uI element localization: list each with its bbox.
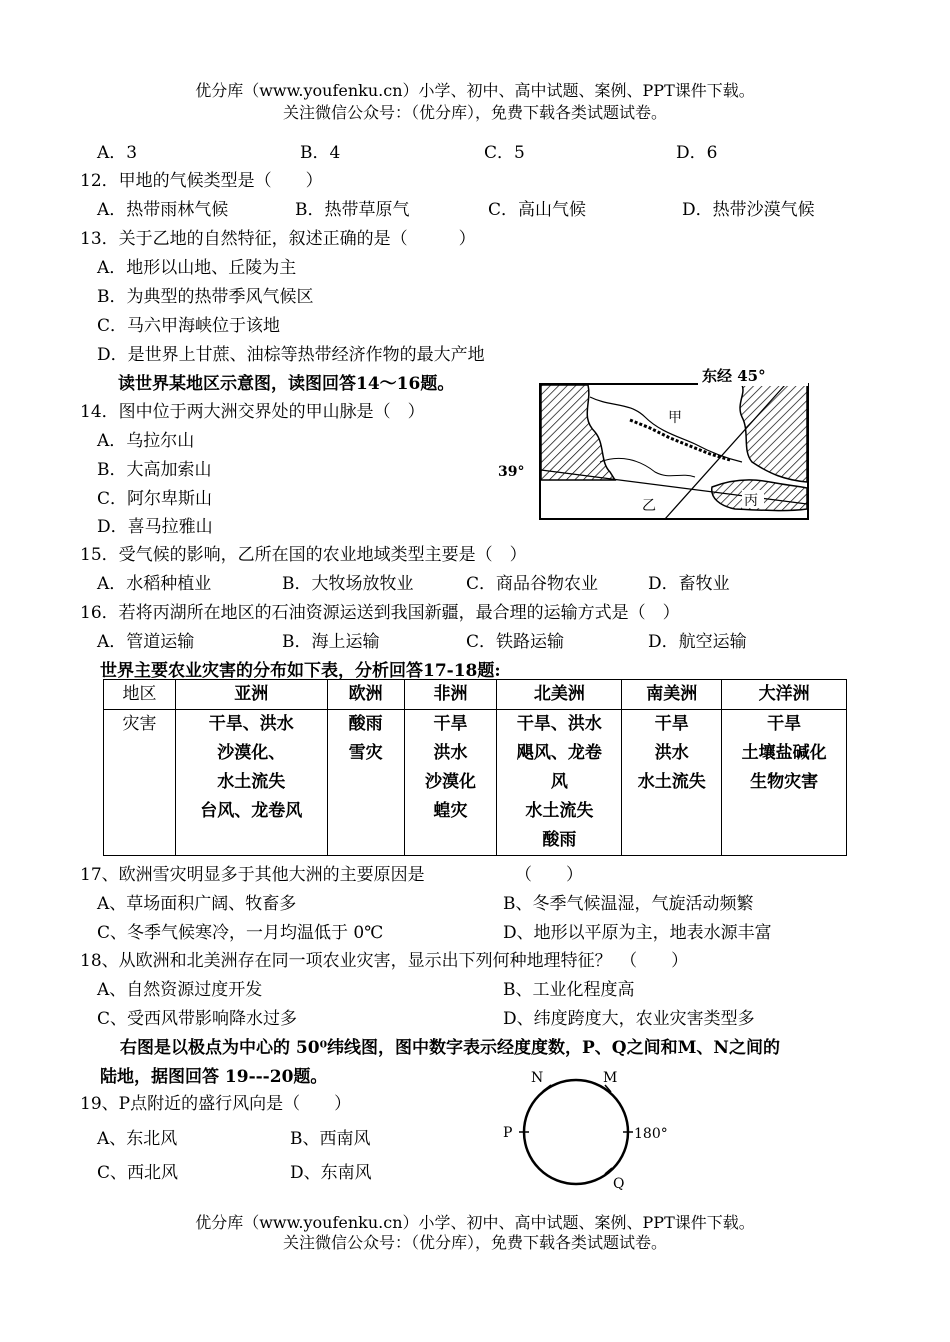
point-m-label: M <box>603 1070 618 1086</box>
cell-line: 干旱、洪水 <box>516 714 602 734</box>
cell-line: 洪水 <box>654 743 689 763</box>
q19-option-c: C、西北风 <box>97 1163 179 1183</box>
q19-stem: 19、P点附近的盛行风向是（ ） <box>80 1094 352 1114</box>
region-map <box>480 362 815 522</box>
intro-19-20-line-2: 陆地，据图回答 19---20题。 <box>100 1067 328 1087</box>
footer-line-1: 优分库（www.youfenku.cn）小学、初中、高中试题、案例、PPT课件下载。 <box>195 1213 755 1232</box>
q12-stem: 12．甲地的气候类型是（ ） <box>80 171 323 191</box>
q18-option-b: B、工业化程度高 <box>503 980 635 1000</box>
cell-line: 水土流失 <box>525 801 594 821</box>
q14-option-c: C．阿尔卑斯山 <box>97 489 213 509</box>
header-line-1: 优分库（www.youfenku.cn）小学、初中、高中试题、案例、PPT课件下载。 <box>195 81 755 100</box>
q17-option-b: B、冬季气候温湿，气旋活动频繁 <box>503 894 754 914</box>
point-n-label: N <box>531 1070 544 1086</box>
row-label: 灾害 <box>104 710 176 856</box>
q14-option-b: B．大高加索山 <box>97 460 212 480</box>
q15-option-c: C．商品谷物农业 <box>466 574 599 594</box>
cell-europe <box>327 710 404 856</box>
q16-option-a: A．管道运输 <box>97 632 195 652</box>
q18-option-c: C、受西风带影响降水过多 <box>97 1009 298 1029</box>
cell-line: 飓风、龙卷 <box>516 743 602 763</box>
cell-line: 干旱、洪水 <box>208 714 294 734</box>
q14-option-a: A．乌拉尔山 <box>97 431 195 451</box>
intro-14-16: 读世界某地区示意图，读图回答14～16题。 <box>118 374 455 394</box>
q15-stem: 15．受气候的影响，乙所在国的农业地域类型主要是（ ） <box>80 545 527 565</box>
q16-option-c: C．铁路运输 <box>466 632 565 652</box>
label-bing: 丙 <box>744 493 758 509</box>
label-yi: 乙 <box>642 498 656 514</box>
cell-africa <box>404 710 497 856</box>
q16-stem: 16．若将丙湖所在地区的石油资源运送到我国新疆，最合理的运输方式是（ ） <box>80 603 680 623</box>
cell-line: 干旱 <box>654 714 689 734</box>
q15-option-d: D．畜牧业 <box>648 574 730 594</box>
table-header: 北美洲 <box>497 680 622 710</box>
q13-option-b: B．为典型的热带季风气候区 <box>97 287 314 307</box>
cell-oceania <box>722 710 847 856</box>
q13-option-d: D．是世界上甘蔗、油棕等热带经济作物的最大产地 <box>97 345 485 365</box>
cell-north-america <box>497 710 622 856</box>
cell-line: 水土流失 <box>217 772 286 792</box>
point-p-label: P <box>503 1125 513 1141</box>
table-header: 欧洲 <box>327 680 404 710</box>
point-q-label: Q <box>613 1176 625 1192</box>
q14-option-d: D．喜马拉雅山 <box>97 517 213 537</box>
intro-19-20-line-1: 右图是以极点为中心的 50⁰纬线图，图中数字表示经度度数，P、Q之间和M、N之间的 <box>120 1038 780 1058</box>
cell-line: 台风、龙卷风 <box>200 801 303 821</box>
q13-option-c: C．马六甲海峡位于该地 <box>97 316 281 336</box>
cell-line: 酸雨 <box>542 830 577 850</box>
q19-option-a: A、东北风 <box>97 1129 178 1149</box>
table-header: 亚洲 <box>175 680 327 710</box>
cell-line: 土壤盐碱化 <box>741 743 827 763</box>
table-header-row <box>104 680 847 710</box>
q17-stem: 17、欧洲雪灾明显多于其他大洲的主要原因是 <box>80 865 425 885</box>
q16-option-b: B．海上运输 <box>282 632 380 652</box>
q15-option-a: A．水稻种植业 <box>97 574 212 594</box>
cell-line: 风 <box>550 772 568 792</box>
cell-line: 洪水 <box>433 743 468 763</box>
table-header: 地区 <box>104 680 176 710</box>
cell-line: 蝗灾 <box>433 801 468 821</box>
q11-option-d: D．6 <box>676 143 718 163</box>
q17-option-c: C、冬季气候寒冷，一月均温低于 0℃ <box>97 923 384 943</box>
q18-option-d: D、纬度跨度大，农业灾害类型多 <box>503 1009 755 1029</box>
q17-option-d: D、地形以平原为主，地表水源丰富 <box>503 923 772 943</box>
label-jia: 甲 <box>668 410 682 426</box>
table-header: 南美洲 <box>622 680 722 710</box>
q12-option-c: C．高山气候 <box>488 200 587 220</box>
cell-line: 干旱 <box>433 714 468 734</box>
q17-paren: （ ） <box>515 865 583 885</box>
table-header: 非洲 <box>404 680 497 710</box>
q16-option-d: D．航空运输 <box>648 632 747 652</box>
q11-option-a: A．3 <box>97 143 138 163</box>
disaster-table <box>103 679 847 856</box>
q17-option-a: A、草场面积广阔、牧畜多 <box>97 894 297 914</box>
cell-line: 雪灾 <box>348 743 383 763</box>
q19-option-b: B、西南风 <box>290 1129 371 1149</box>
q12-option-a: A．热带雨林气候 <box>97 200 229 220</box>
q12-option-b: B．热带草原气 <box>295 200 410 220</box>
q15-option-b: B．大牧场放牧业 <box>282 574 414 594</box>
longitude-180-label: 180° <box>634 1126 668 1142</box>
cell-line: 沙漠化、 <box>217 743 286 763</box>
header-line-2: 关注微信公众号：（优分库），免费下载各类试题试卷。 <box>282 103 667 122</box>
q18-stem: 18、从欧洲和北美洲存在同一项农业灾害，显示出下列何种地理特征？ （ ） <box>80 951 689 971</box>
q13-option-a: A．地形以山地、丘陵为主 <box>97 258 297 278</box>
polar-latitude-diagram <box>495 1064 675 1194</box>
cell-south-america <box>622 710 722 856</box>
q13-stem: 13．关于乙地的自然特征，叙述正确的是（ ） <box>80 229 476 249</box>
q12-option-d: D．热带沙漠气候 <box>682 200 815 220</box>
cell-line: 酸雨 <box>348 714 383 734</box>
cell-line: 干旱 <box>767 714 802 734</box>
q19-option-d: D、东南风 <box>290 1163 372 1183</box>
footer-line-2: 关注微信公众号：（优分库），免费下载各类试题试卷。 <box>282 1233 667 1252</box>
q14-stem: 14．图中位于两大洲交界处的甲山脉是（ ） <box>80 402 425 422</box>
q11-option-b: B．4 <box>300 143 341 163</box>
q18-option-a: A、自然资源过度开发 <box>97 980 263 1000</box>
cell-asia <box>175 710 327 856</box>
table-row <box>104 710 847 856</box>
cell-line: 生物灾害 <box>750 772 819 792</box>
cell-line: 水土流失 <box>637 772 706 792</box>
lon-label: 东经 45° <box>702 367 766 385</box>
latitude-circle <box>524 1080 628 1184</box>
table-header: 大洋洲 <box>722 680 847 710</box>
cell-line: 沙漠化 <box>425 772 477 792</box>
intro-17-18: 世界主要农业灾害的分布如下表，分析回答17-18题: <box>100 661 501 681</box>
q11-option-c: C．5 <box>484 143 525 163</box>
lat-label: 39° <box>498 464 525 480</box>
